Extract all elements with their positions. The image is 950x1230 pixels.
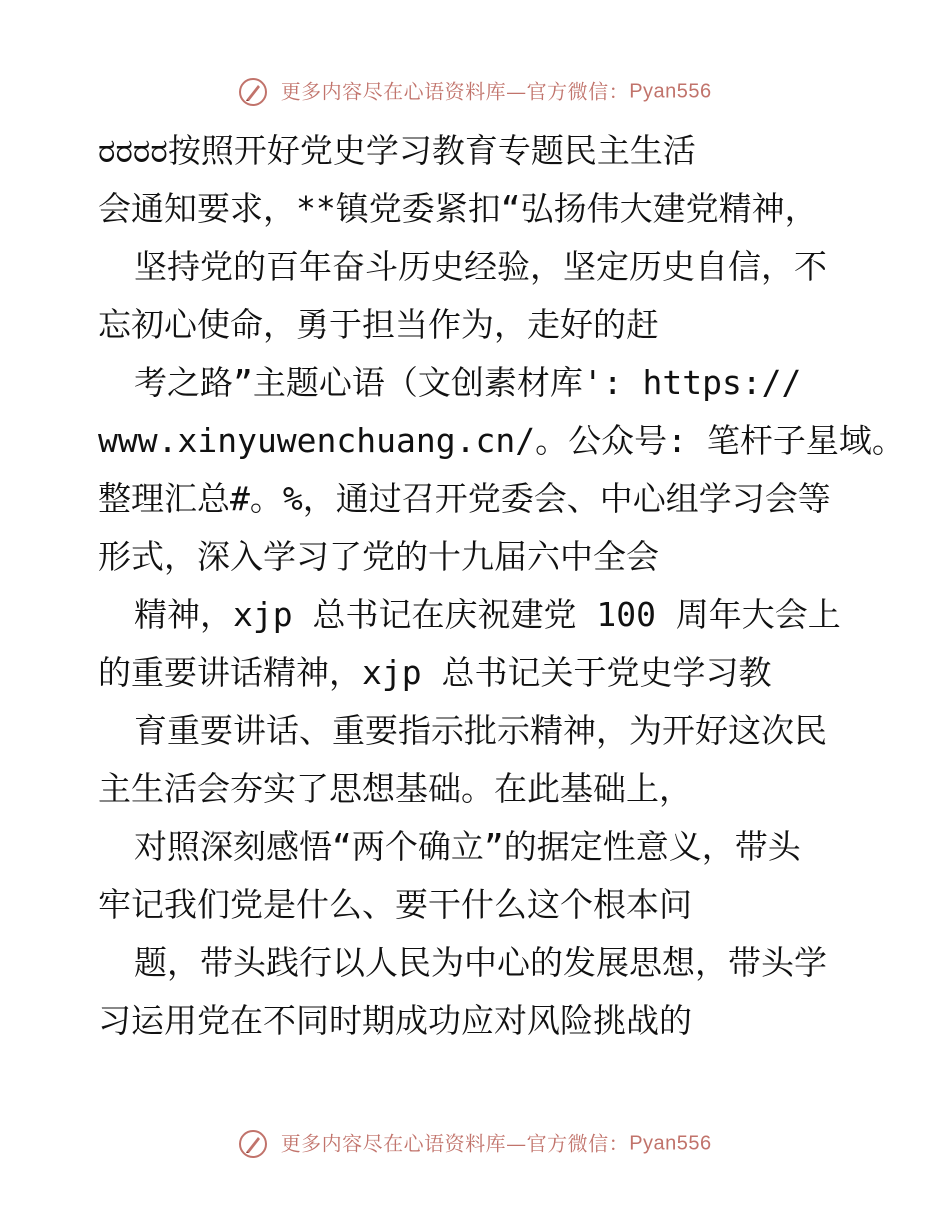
footer-banner	[0, 1128, 950, 1159]
text-line: 牢记我们党是什么、要干什么这个根本问	[98, 885, 692, 924]
footer-banner-text: 更多内容尽在心语资料库—官方微信：	[280, 1131, 630, 1156]
text-line: 对照深刻感悟“两个确立”的据定性意义，带头	[134, 827, 801, 866]
text-line: 的重要讲话精神，xjp 总书记关于党史学习教	[98, 653, 772, 692]
text-line: 形式，深入学习了党的十九届六中全会	[98, 537, 659, 576]
text-line: 忘初心使命，勇于担当作为，走好的赶	[98, 305, 659, 344]
quill-logo-icon	[238, 77, 268, 107]
text-line: 习运用党在不同时期成功应对风险挑战的	[98, 1001, 692, 1040]
text-line: 题，带头践行以人民为中心的发展思想，带头学	[134, 943, 827, 982]
header-wechat-id: Pyan556	[629, 80, 712, 103]
text-line: 考之路”主题心语（文创素材库': https://	[134, 363, 802, 402]
text-line: 育重要讲话、重要指示批示精神，为开好这次民	[134, 711, 827, 750]
header-banner-text: 更多内容尽在心语资料库—官方微信：	[280, 79, 630, 104]
text-line: 主生活会夯实了思想基础。在此基础上，	[98, 769, 692, 808]
document-body	[98, 122, 905, 1050]
quill-logo-icon	[238, 1129, 268, 1159]
header-banner	[0, 76, 950, 107]
text-line: 坚持党的百年奋斗历史经验，坚定历史自信，不	[134, 247, 827, 286]
text-line: 精神，xjp 总书记在庆祝建党 100 周年大会上	[134, 595, 841, 634]
text-line: www.xinyuwenchuang.cn/。公众号: 笔杆子星域。	[98, 421, 905, 460]
text-line: ರರರರ按照开好党史学习教育专题民主生活	[98, 131, 696, 170]
text-line: 会通知要求，**镇党委紧扣“弘扬伟大建党精神，	[98, 189, 818, 228]
text-line: 整理汇总#。%，通过召开党委会、中心组学习会等	[98, 479, 831, 518]
footer-wechat-id: Pyan556	[629, 1132, 712, 1155]
